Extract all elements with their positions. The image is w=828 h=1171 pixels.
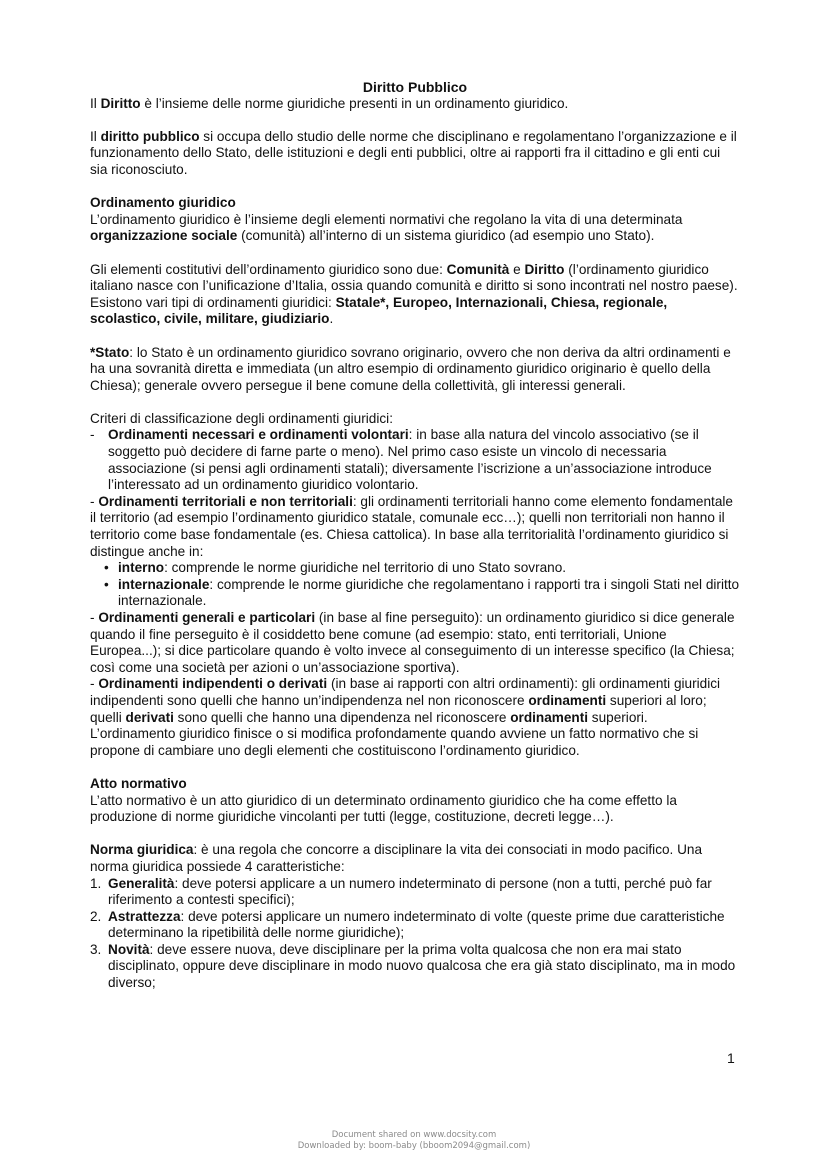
- document-title: Diritto Pubblico: [362, 79, 468, 95]
- text: : lo Stato è un ordinamento giuridico sovrano originario, ovvero che non deriva da altri ordinamenti e ha una sovranità diretta e immediata (un altro esempio di ordinamento giuridico originario è quello della Chiesa); generale ovvero persegue il bene comune della collettività, gli interessi generali.: [90, 344, 731, 393]
- bullet-icon: •: [104, 560, 109, 576]
- criteri-list: [90, 427, 740, 493]
- paragraph-atto-normativo: L’atto normativo è un atto giuridico di un determinato ordinamento giuridico che ha come effetto la produzione di norme giuridiche vincolanti per tutti (legge, costituzione, decreti legge…).: [90, 792, 677, 825]
- bold-term: derivati: [125, 709, 174, 725]
- bold-term: organizzazione sociale: [90, 228, 238, 244]
- paragraph-ordinamento: [90, 212, 740, 245]
- bold-term: Astrattezza: [108, 908, 181, 924]
- list-number: 3.: [90, 941, 102, 957]
- dash-marker: -: [90, 427, 95, 443]
- list-number: 1.: [90, 875, 102, 891]
- text: -: [90, 610, 99, 625]
- paragraph-elementi-costitutivi: [90, 262, 740, 328]
- heading-atto-normativo: Atto normativo: [90, 775, 187, 791]
- bullet-icon: •: [104, 576, 109, 592]
- text: : è una regola che concorre a disciplinare la vita dei consociati in modo pacifico. Una norma giuridica possiede 4 caratteristiche:: [90, 842, 703, 874]
- text: e: [509, 261, 525, 277]
- text: L’ordinamento giuridico è l’insieme degli elementi normativi che regolano la vita di una determinata: [90, 211, 683, 227]
- text: Il: [90, 95, 101, 111]
- document-page: [90, 79, 740, 992]
- footer-shared-note: Document shared on www.docsity.com: [331, 1130, 497, 1140]
- bold-term: Diritto: [100, 95, 141, 111]
- criterio-territoriali: [90, 494, 740, 560]
- criterio-indipendenti: [90, 676, 740, 726]
- bold-term: *Stato: [90, 344, 130, 360]
- text: superiori al loro; quelli: [90, 692, 707, 725]
- bold-term: Ordinamenti necessari e ordinamenti volontari: [108, 427, 409, 443]
- bold-term: interno: [118, 560, 165, 576]
- bold-term: Novità: [108, 941, 150, 957]
- text: : deve potersi applicare un numero indeterminato di volte (queste prime due caratteristiche determinano la ripetibilità delle norme giuridiche);: [108, 908, 725, 941]
- bold-term: internazionale: [118, 576, 210, 592]
- list-item: [90, 577, 740, 610]
- text: : in base alla natura del vincolo associativo (se il soggetto può decidere di farne parte o meno). Nel primo caso esiste un vincolo di necessaria associazione (si pensi agli ordinamenti statali); diversamente l’iscrizione a un’associazione introduce l’interessato ad un ordinamento giuridico volontario.: [108, 427, 712, 493]
- bold-term: ordinamenti: [510, 709, 589, 725]
- bold-term: Ordinamenti territoriali e non territoriali: [98, 493, 353, 509]
- text: : gli ordinamenti territoriali hanno come elemento fondamentale il territorio (ad esempio l’ordinamento giuridico statale, comunale ecc…); quelli non territoriali non hanno il territorio come base fondamentale (es. Chiesa cattolica). In base alla territorialità l’ordinamento giuridico si distingue anche in:: [90, 493, 733, 559]
- bold-term: Diritto: [524, 261, 565, 277]
- text: Gli elementi costitutivi dell’ordinamento giuridico sono due:: [90, 261, 447, 277]
- text: (comunità) all’interno di un sistema giuridico (ad esempio uno Stato).: [237, 228, 655, 244]
- list-number: 2.: [90, 908, 102, 924]
- text: (l’ordinamento giuridico italiano nasce con l’unificazione d’Italia, ossia quando comunità e diritto si sono incontrati nel nostro paese). Esistono vari tipi di ordinamenti giuridici:: [90, 261, 738, 310]
- text: si occupa dello studio delle norme che disciplinano e regolamentano l’organizzazione e il funzionamento dello Stato, delle istituzioni e degli enti pubblici, oltre ai rapporti fra il cittadino e gli enti cui sia riconosciuto.: [90, 128, 737, 177]
- bold-term: Ordinamenti indipendenti o derivati: [98, 676, 328, 692]
- paragraph-stato: [90, 345, 740, 395]
- bold-term: diritto pubblico: [100, 128, 200, 144]
- text: (in base ai rapporti con altri ordinamenti): gli ordinamenti giuridici indipendenti sono quelli che hanno un’indipendenza nel non riconoscere: [90, 676, 721, 708]
- criteri-intro: Criteri di classificazione degli ordinamenti giuridici:: [90, 410, 393, 426]
- text: : comprende le norme giuridiche che regolamentano i rapporti tra i singoli Stati nel diritto internazionale.: [118, 576, 740, 609]
- paragraph-diritto: [90, 96, 740, 113]
- text: : comprende le norme giuridiche nel territorio di uno Stato sovrano.: [164, 560, 567, 576]
- caratteristiche-list: [90, 876, 740, 992]
- text: : deve essere nuova, deve disciplinare per la prima volta qualcosa che non era mai stato disciplinato, oppure deve disciplinare in modo nuovo qualcosa che era già stato disciplinato, ma in modo diverso;: [108, 941, 736, 991]
- territorialita-list: [90, 560, 740, 610]
- paragraph-diritto-pubblico: [90, 129, 740, 179]
- text: è l’insieme delle norme giuridiche presenti in un ordinamento giuridico.: [140, 95, 569, 111]
- list-item: [90, 876, 740, 909]
- text: -: [90, 493, 99, 509]
- text: : deve potersi applicare a un numero indeterminato di persone (non a tutti, perché può far riferimento a contesti specifici);: [108, 875, 712, 908]
- text: superiori.: [588, 709, 648, 725]
- list-item: [90, 560, 740, 577]
- list-item: [90, 942, 740, 992]
- text: Il: [90, 128, 101, 144]
- bold-term: Comunità: [446, 261, 510, 277]
- text: .: [329, 311, 334, 327]
- paragraph-fine-ordinamento: L’ordinamento giuridico finisce o si modifica profondamente quando avviene un fatto normativo che si propone di cambiare uno degli elementi che costituiscono l’ordinamento giuridico.: [90, 726, 699, 758]
- text: sono quelli che hanno una dipendenza nel riconoscere: [173, 709, 511, 725]
- bold-term: Generalità: [108, 875, 175, 891]
- text: -: [90, 676, 99, 692]
- bold-term: Statale*, Europeo, Internazionali, Chiesa, regionale, scolastico, civile, militare, giudiziario: [90, 294, 668, 327]
- page-number: 1: [727, 1050, 735, 1066]
- criterio-generali: [90, 610, 740, 676]
- bold-term: Ordinamenti generali e particolari: [98, 610, 316, 625]
- list-item: [90, 909, 740, 942]
- bold-term: ordinamenti: [528, 692, 607, 708]
- bold-term: Norma giuridica: [90, 842, 194, 858]
- text: (in base al fine perseguito): un ordinamento giuridico si dice generale quando il fine perseguito è il cosiddetto bene comune (ad esempio: stato, enti territoriali, Unione Europea...); si dice particolare quando è volto invece al conseguimento di un interesse specifico (la Chiesa; così come una società per azioni o un’associazione sportiva).: [90, 610, 735, 675]
- paragraph-norma-giuridica: [90, 842, 740, 875]
- footer-download-note: Downloaded by: boom-baby (bboom2094@gmail.com): [297, 1141, 531, 1151]
- heading-ordinamento-giuridico: Ordinamento giuridico: [90, 195, 236, 211]
- list-item: [90, 427, 740, 493]
